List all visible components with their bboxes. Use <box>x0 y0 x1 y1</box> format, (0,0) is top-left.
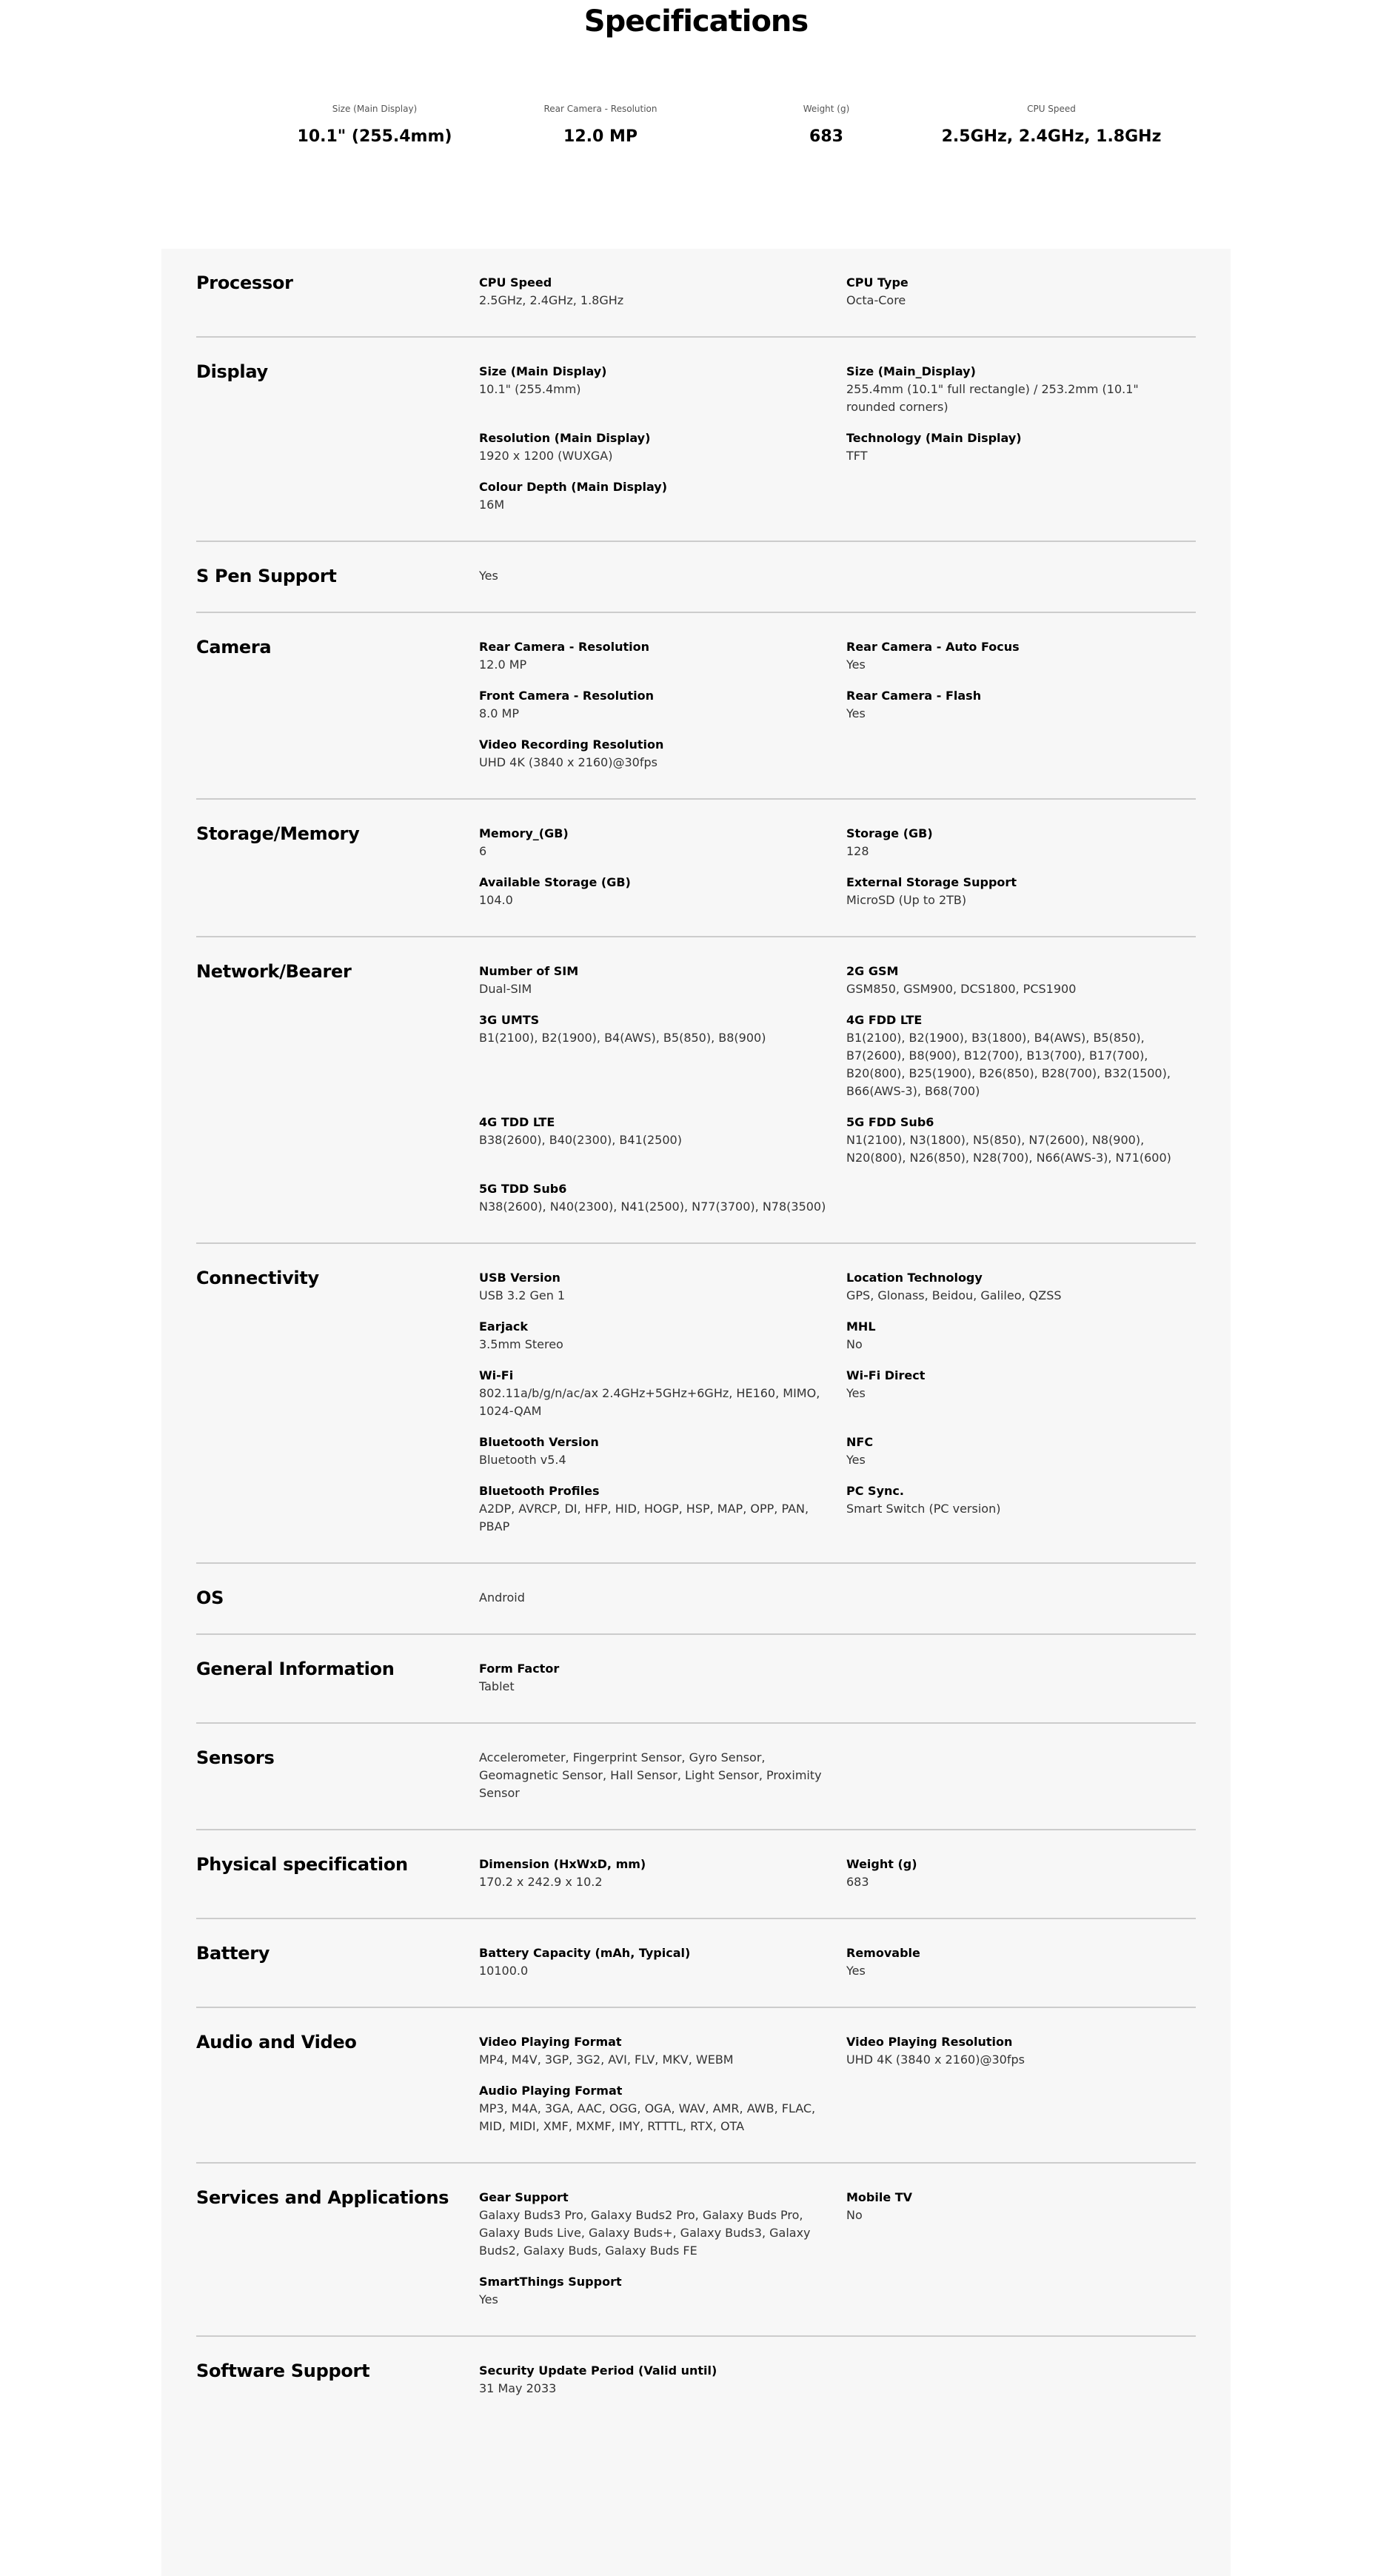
spec-category <box>196 1919 1196 2008</box>
spec-value: UHD 4K (3840 x 2160)@30fps <box>479 755 657 769</box>
spec-label: Size (Main Display) <box>479 364 607 378</box>
spec-label: USB Version <box>479 1271 561 1285</box>
spec-value: 1920 x 1200 (WUXGA) <box>479 449 613 463</box>
spec-panel <box>161 249 1231 2576</box>
spec-category <box>196 613 1196 800</box>
spec-item <box>846 1318 1194 1354</box>
spec-value: 802.11a/b/g/n/ac/ax 2.4GHz+5GHz+6GHz, HE160, MIMO, 1024-QAM <box>479 1386 820 1418</box>
spec-label: Bluetooth Version <box>479 1435 599 1449</box>
spec-value: Yes <box>846 706 866 720</box>
spec-label: Security Update Period (Valid until) <box>479 2363 717 2378</box>
spec-label: 3G UMTS <box>479 1013 540 1027</box>
spec-item <box>479 736 846 772</box>
spec-items <box>479 1660 1196 1709</box>
spec-highlights <box>0 104 1392 163</box>
highlight-value: 2.5GHz, 2.4GHz, 1.8GHz <box>941 127 1162 146</box>
spec-category <box>196 249 1196 338</box>
spec-category <box>196 2164 1196 2337</box>
spec-item <box>479 1660 846 1696</box>
spec-item <box>846 963 1194 998</box>
spec-value: 3.5mm Stereo <box>479 1337 563 1351</box>
spec-value: Dual-SIM <box>479 982 532 996</box>
spec-label: Number of SIM <box>479 964 579 978</box>
spec-value: Yes <box>846 1964 866 1978</box>
spec-items <box>479 2362 1196 2411</box>
spec-label: 5G FDD Sub6 <box>846 1115 934 1129</box>
spec-item <box>479 1367 846 1420</box>
spec-category <box>196 1564 1196 1635</box>
spec-item <box>846 274 1194 310</box>
spec-item <box>479 1433 846 1469</box>
spec-label: PC Sync. <box>846 1484 904 1498</box>
spec-value: 255.4mm (10.1" full rectangle) / 253.2mm (10.1" rounded corners) <box>846 382 1139 414</box>
spec-value: Yes <box>479 2292 498 2306</box>
spec-label: Memory_(GB) <box>479 826 569 840</box>
spec-category-title: OS <box>196 1588 224 1608</box>
spec-item <box>479 1011 846 1100</box>
spec-label: MHL <box>846 1319 876 1334</box>
spec-label: Rear Camera - Auto Focus <box>846 640 1020 654</box>
spec-item <box>846 1367 1194 1420</box>
spec-item <box>479 2082 846 2135</box>
spec-category <box>196 1724 1196 1830</box>
spec-label: Mobile TV <box>846 2190 913 2204</box>
spec-label: CPU Type <box>846 275 909 290</box>
spec-category-title: Storage/Memory <box>196 823 360 844</box>
spec-list <box>196 249 1196 2424</box>
highlight-display-size <box>264 104 486 146</box>
spec-item <box>479 1589 846 1607</box>
spec-value: 16M <box>479 498 505 512</box>
highlight-cpu-speed <box>940 104 1162 146</box>
spec-item <box>846 2033 1194 2069</box>
highlight-value: 12.0 MP <box>563 127 638 146</box>
spec-label: Wi-Fi <box>479 1368 514 1382</box>
spec-category <box>196 542 1196 613</box>
spec-value: MP4, M4V, 3GP, 3G2, AVI, FLV, MKV, WEBM <box>479 2053 734 2067</box>
spec-item <box>479 1944 846 1980</box>
highlight-label: Weight (g) <box>803 104 850 114</box>
spec-value: 2.5GHz, 2.4GHz, 1.8GHz <box>479 293 624 307</box>
spec-value: MP3, M4A, 3GA, AAC, OGG, OGA, WAV, AMR, AWB, FLAC, MID, MIDI, XMF, MXMF, IMY, RTTTL, RTX, OTA <box>479 2101 816 2133</box>
spec-value: Android <box>479 1590 525 1605</box>
spec-label: Battery Capacity (mAh, Typical) <box>479 1946 691 1960</box>
spec-label: NFC <box>846 1435 874 1449</box>
spec-items <box>479 825 1196 923</box>
spec-item <box>479 1180 846 1216</box>
spec-item <box>846 638 1194 674</box>
page-title: Specifications <box>583 4 809 39</box>
spec-category-title: General Information <box>196 1659 395 1679</box>
spec-value: Yes <box>846 1386 866 1400</box>
spec-label: Resolution (Main Display) <box>479 431 651 445</box>
spec-item <box>479 1856 846 1891</box>
spec-items <box>479 638 1196 785</box>
spec-value: N38(2600), N40(2300), N41(2500), N77(3700), N78(3500) <box>479 1200 826 1214</box>
spec-label: Dimension (HxWxD, mm) <box>479 1857 646 1871</box>
spec-label: Weight (g) <box>846 1857 917 1871</box>
spec-value: 170.2 x 242.9 x 10.2 <box>479 1875 603 1889</box>
spec-item <box>846 1269 1194 1305</box>
spec-item <box>479 1482 846 1536</box>
spec-label: 4G FDD LTE <box>846 1013 923 1027</box>
spec-category <box>196 937 1196 1244</box>
spec-value: 104.0 <box>479 893 513 907</box>
spec-category <box>196 1830 1196 1919</box>
spec-value: UHD 4K (3840 x 2160)@30fps <box>846 2053 1025 2067</box>
spec-item <box>846 1011 1194 1100</box>
spec-value: 10100.0 <box>479 1964 529 1978</box>
highlight-value: 10.1" (255.4mm) <box>297 127 452 146</box>
spec-value: Tablet <box>479 1679 515 1693</box>
highlight-label: Size (Main Display) <box>332 104 418 114</box>
spec-value: 8.0 MP <box>479 706 519 720</box>
spec-category <box>196 338 1196 542</box>
spec-category-title: Connectivity <box>196 1268 319 1288</box>
spec-item <box>479 2362 846 2398</box>
spec-label: Bluetooth Profiles <box>479 1484 600 1498</box>
spec-items <box>479 1856 1196 1904</box>
spec-label: Technology (Main Display) <box>846 431 1022 445</box>
spec-item <box>479 478 846 514</box>
spec-category-title: Sensors <box>196 1747 275 1768</box>
spec-category <box>196 800 1196 937</box>
spec-item <box>479 1318 846 1354</box>
spec-category <box>196 1635 1196 1724</box>
spec-value: Galaxy Buds3 Pro, Galaxy Buds2 Pro, Galaxy Buds Pro, Galaxy Buds Live, Galaxy Buds+, Galaxy Buds3, Galaxy Buds2, Galaxy Buds, Galaxy Buds FE <box>479 2208 811 2258</box>
spec-label: Colour Depth (Main Display) <box>479 480 668 494</box>
spec-label: Audio Playing Format <box>479 2084 623 2098</box>
spec-item <box>846 1433 1194 1469</box>
spec-item <box>846 687 1194 723</box>
spec-label: 5G TDD Sub6 <box>479 1182 567 1196</box>
spec-value: 12.0 MP <box>479 658 527 672</box>
spec-items <box>479 567 1196 598</box>
spec-item <box>479 2189 846 2260</box>
spec-category-title: Audio and Video <box>196 2032 357 2053</box>
spec-label: 2G GSM <box>846 964 899 978</box>
spec-items <box>479 274 1196 323</box>
spec-label: Form Factor <box>479 1662 560 1676</box>
spec-category-title: Camera <box>196 637 272 658</box>
spec-value: 683 <box>846 1875 869 1889</box>
spec-items <box>479 363 1196 527</box>
spec-category-title: S Pen Support <box>196 566 337 586</box>
spec-label: 4G TDD LTE <box>479 1115 555 1129</box>
spec-item <box>479 2033 846 2069</box>
spec-category-title: Display <box>196 361 268 382</box>
spec-item <box>846 2189 1194 2260</box>
spec-value: No <box>846 2208 863 2222</box>
spec-value: 6 <box>479 844 487 858</box>
spec-items <box>479 1589 1196 1620</box>
spec-label: Available Storage (GB) <box>479 875 631 889</box>
spec-category-title: Physical specification <box>196 1854 408 1875</box>
spec-label: Wi-Fi Direct <box>846 1368 926 1382</box>
spec-category <box>196 1244 1196 1564</box>
spec-item <box>479 1749 846 1802</box>
spec-label: Video Playing Resolution <box>846 2035 1013 2049</box>
spec-label: Size (Main_Display) <box>846 364 976 378</box>
spec-category-title: Services and Applications <box>196 2187 449 2208</box>
spec-category <box>196 2008 1196 2164</box>
spec-items <box>479 1749 1196 1816</box>
spec-category-title: Network/Bearer <box>196 961 352 982</box>
spec-label: Video Recording Resolution <box>479 737 664 752</box>
spec-item <box>479 825 846 860</box>
spec-value: USB 3.2 Gen 1 <box>479 1288 566 1302</box>
spec-category-title: Software Support <box>196 2361 370 2381</box>
highlight-label: CPU Speed <box>1027 104 1076 114</box>
spec-label: Location Technology <box>846 1271 983 1285</box>
spec-item <box>479 874 846 909</box>
spec-label: Earjack <box>479 1319 529 1334</box>
spec-label: SmartThings Support <box>479 2275 622 2289</box>
spec-value: Octa-Core <box>846 293 906 307</box>
spec-item <box>479 567 846 585</box>
spec-value: Accelerometer, Fingerprint Sensor, Gyro Sensor, Geomagnetic Sensor, Hall Sensor, Light Sensor, Proximity Sensor <box>479 1750 822 1800</box>
spec-item <box>479 274 846 310</box>
spec-category <box>196 2337 1196 2424</box>
spec-item <box>846 874 1194 909</box>
spec-label: CPU Speed <box>479 275 552 290</box>
spec-label: Removable <box>846 1946 920 1960</box>
spec-label: Front Camera - Resolution <box>479 689 655 703</box>
spec-items <box>479 2189 1196 2322</box>
spec-value: TFT <box>846 449 868 463</box>
spec-item <box>479 429 846 465</box>
highlight-value: 683 <box>809 127 843 146</box>
spec-value: 10.1" (255.4mm) <box>479 382 581 396</box>
spec-value: 31 May 2033 <box>479 2381 557 2395</box>
spec-items <box>479 963 1196 1229</box>
spec-item <box>479 963 846 998</box>
spec-item <box>846 1114 1194 1167</box>
spec-items <box>479 1269 1196 1549</box>
spec-item <box>479 1269 846 1305</box>
spec-value: Yes <box>479 569 498 583</box>
spec-item <box>846 825 1194 860</box>
spec-value: B1(2100), B2(1900), B4(AWS), B5(850), B8(900) <box>479 1031 766 1045</box>
spec-label: Rear Camera - Resolution <box>479 640 650 654</box>
spec-item <box>479 687 846 723</box>
highlight-label: Rear Camera - Resolution <box>543 104 657 114</box>
spec-item <box>479 363 846 416</box>
spec-item <box>479 2273 846 2309</box>
spec-label: Gear Support <box>479 2190 569 2204</box>
spec-value: No <box>846 1337 863 1351</box>
spec-value: B38(2600), B40(2300), B41(2500) <box>479 1133 682 1147</box>
spec-value: Yes <box>846 1453 866 1467</box>
spec-item <box>846 1856 1194 1891</box>
spec-value: Smart Switch (PC version) <box>846 1502 1001 1516</box>
spec-item <box>479 1114 846 1167</box>
spec-item <box>846 363 1194 416</box>
spec-item <box>846 429 1194 465</box>
spec-label: Video Playing Format <box>479 2035 622 2049</box>
spec-item <box>479 638 846 674</box>
spec-value: Bluetooth v5.4 <box>479 1453 566 1467</box>
spec-value: GSM850, GSM900, DCS1800, PCS1900 <box>846 982 1077 996</box>
spec-value: GPS, Glonass, Beidou, Galileo, QZSS <box>846 1288 1062 1302</box>
spec-value: MicroSD (Up to 2TB) <box>846 893 967 907</box>
spec-item <box>846 1482 1194 1536</box>
spec-value: A2DP, AVRCP, DI, HFP, HID, HOGP, HSP, MAP, OPP, PAN, PBAP <box>479 1502 809 1533</box>
spec-value: N1(2100), N3(1800), N5(850), N7(2600), N8(900), N20(800), N26(850), N28(700), N66(AWS-3), N71(600) <box>846 1133 1171 1165</box>
spec-category-title: Battery <box>196 1943 270 1964</box>
spec-items <box>479 2033 1196 2149</box>
highlight-weight <box>715 104 937 146</box>
spec-value: B1(2100), B2(1900), B3(1800), B4(AWS), B5(850), B7(2600), B8(900), B12(700), B13(700), B17(700), B20(800), B25(1900), B26(850), B28(700), B32(1500), B66(AWS-3), B68(700) <box>846 1031 1171 1098</box>
highlight-rear-camera <box>489 104 712 146</box>
spec-label: Storage (GB) <box>846 826 933 840</box>
spec-label: Rear Camera - Flash <box>846 689 982 703</box>
spec-value: 128 <box>846 844 869 858</box>
spec-label: External Storage Support <box>846 875 1017 889</box>
spec-value: Yes <box>846 658 866 672</box>
spec-items <box>479 1944 1196 1993</box>
spec-item <box>846 1944 1194 1980</box>
spec-category-title: Processor <box>196 272 293 293</box>
